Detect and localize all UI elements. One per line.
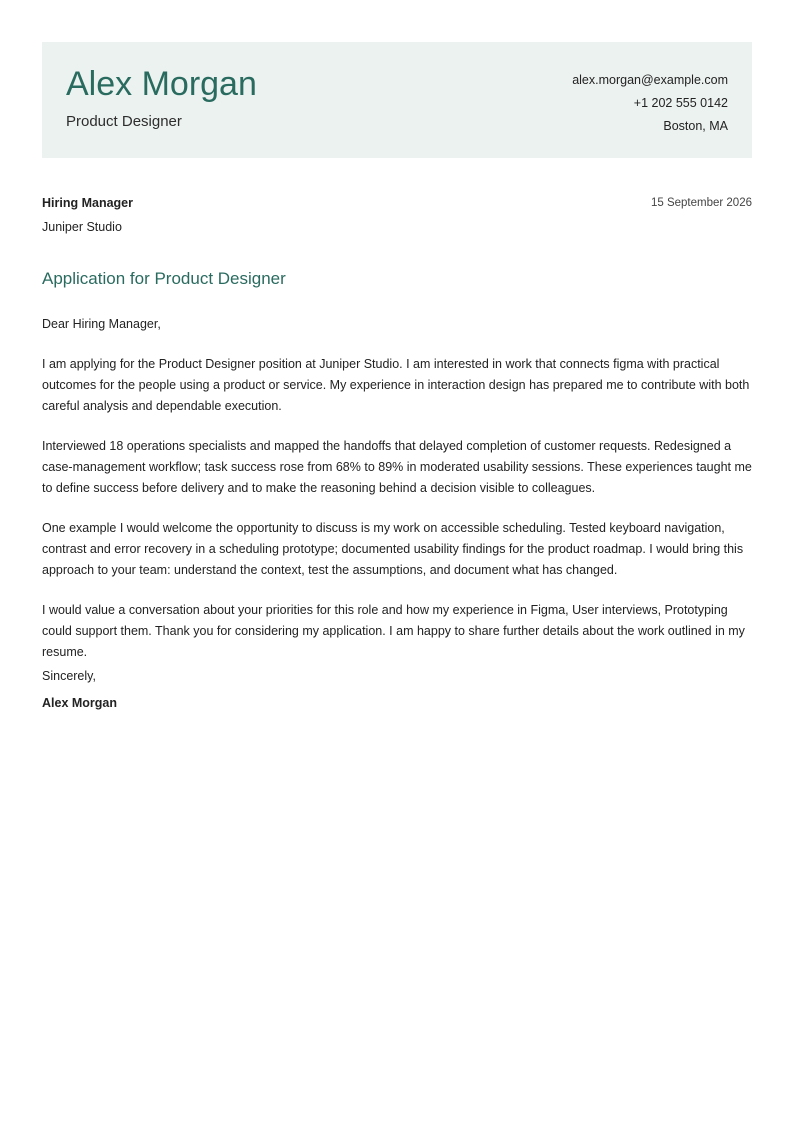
contact-location: Boston, MA: [663, 119, 728, 133]
contact-block: [572, 69, 728, 138]
letter-subject: Application for Product Designer: [42, 269, 286, 288]
contact-phone: +1 202 555 0142: [633, 96, 728, 110]
salutation: Dear Hiring Manager,: [42, 317, 161, 331]
recipient-block: [42, 194, 752, 236]
signoff: Sincerely,: [42, 669, 96, 683]
body-paragraph: One example I would welcome the opportunity to discuss is my work on accessible scheduling. Tested keyboard navigation, contrast and error recovery in a scheduling prototype; documented usability findings for the product roadmap. I would bring this approach to your team: understand the context, test the assumptions, and document what has changed.: [42, 521, 744, 577]
applicant-name: Alex Morgan: [66, 65, 257, 103]
body-paragraph: I am applying for the Product Designer position at Juniper Studio. I am interested in work that connects figma with practical outcomes for the people using a product or service. My experience in interaction design has prepared me to contribute with both careful analysis and dependable execution.: [42, 357, 750, 413]
applicant-role: Product Designer: [66, 113, 182, 130]
contact-email: alex.morgan@example.com: [572, 73, 728, 87]
body-paragraph: I would value a conversation about your priorities for this role and how my experience in Figma, User interviews, Prototyping could support them. Thank you for considering my application. I am happy to share further details about the work outlined in my resume.: [42, 603, 745, 659]
recipient-name: Hiring Manager: [42, 196, 133, 210]
recipient-company: Juniper Studio: [42, 220, 122, 234]
body-paragraph: Interviewed 18 operations specialists and mapped the handoffs that delayed completion of customer requests. Redesigned a case-management workflow; task success rose from 68% to 89% in moderated usability sessions. These experiences taught me to define success before delivery and to make the reasoning behind a decision visible to colleagues.: [42, 439, 752, 495]
letter-date: 15 September 2026: [650, 197, 752, 209]
letter-header: [42, 42, 752, 158]
letter-body: [42, 314, 754, 682]
cover-letter-page: [42, 42, 752, 710]
signature-name: Alex Morgan: [42, 696, 118, 710]
